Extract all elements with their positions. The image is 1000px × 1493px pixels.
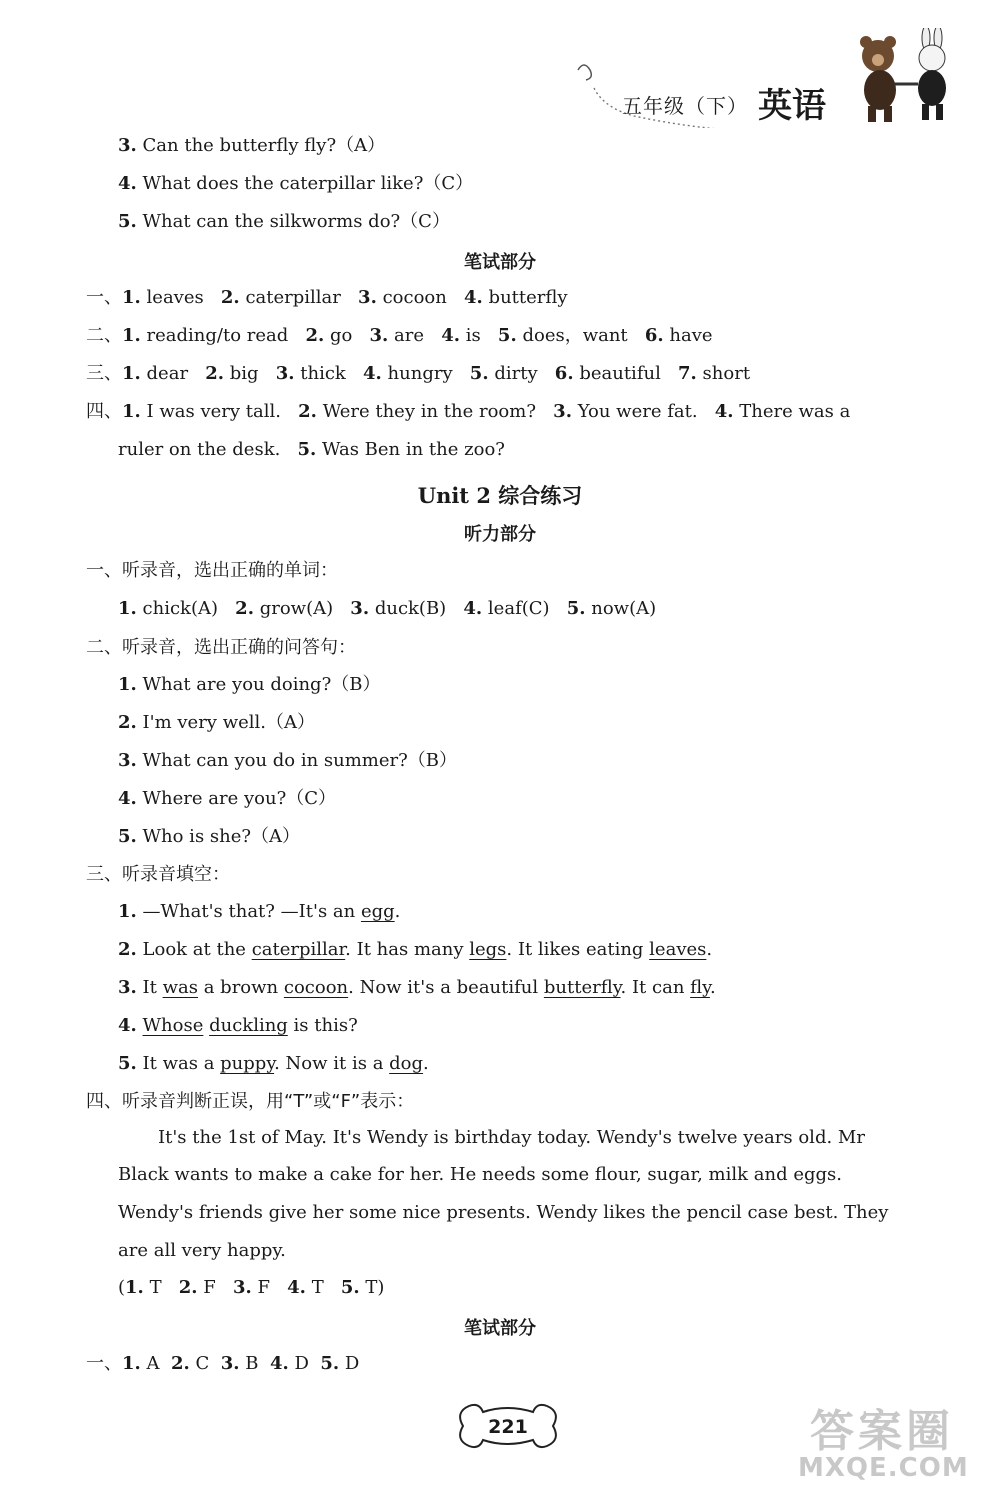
fill-line-4: 4. Whose duckling is this? bbox=[118, 1015, 358, 1036]
answer-line: 4. What does the caterpillar like?（C） bbox=[118, 173, 474, 194]
filled-blank: butterfly bbox=[543, 977, 621, 998]
fill-line-1: 1. —What's that? —It's an egg. bbox=[118, 901, 401, 922]
answer-line: 5. Who is she?（A） bbox=[118, 826, 301, 847]
watermark-logo: 答案圈 bbox=[810, 1406, 954, 1457]
answer-line: 1. What are you doing?（B） bbox=[118, 674, 381, 695]
fill-line-5: 5. It was a puppy. Now it is a dog. bbox=[118, 1053, 429, 1074]
subject-title: 英语 bbox=[758, 86, 826, 126]
passage-line: Black wants to make a cake for her. He needs some flour, sugar, milk and eggs. bbox=[118, 1164, 842, 1185]
listening-heading-3: 三、听录音填空： bbox=[86, 864, 230, 885]
passage-line: are all very happy. bbox=[118, 1240, 286, 1261]
true-false-answers: (1. T 2. F 3. F 4. T 5. T) bbox=[118, 1277, 385, 1298]
filled-blank: puppy bbox=[220, 1053, 275, 1074]
page-header bbox=[560, 28, 980, 128]
written-row-1: 一、1. A 2. C 3. B 4. D 5. D bbox=[86, 1353, 360, 1374]
written-row-2: 二、1. reading/to read 2. go 3. are 4. is 5. does，want 6. have bbox=[86, 325, 713, 346]
filled-blank: Whose bbox=[142, 1015, 204, 1036]
section-title-written: 笔试部分 bbox=[464, 252, 536, 273]
page-number-badge bbox=[453, 1396, 563, 1456]
page-number: 221 bbox=[488, 1416, 528, 1438]
filled-blank: legs bbox=[469, 939, 507, 960]
answer-line: 3. What can you do in summer?（B） bbox=[118, 750, 458, 771]
section-title-listening: 听力部分 bbox=[464, 524, 536, 545]
listening-heading-1: 一、听录音，选出正确的单词： bbox=[86, 560, 338, 581]
written-row-4: 四、1. I was very tall. 2. Were they in the room? 3. You were fat. 4. There was a bbox=[86, 401, 851, 422]
written-row-3: 三、1. dear 2. big 3. thick 4. hungry 5. dirty 6. beautiful 7. short bbox=[86, 363, 751, 384]
fill-line-3: 3. It was a brown cocoon. Now it's a beautiful butterfly. It can fly. bbox=[118, 977, 716, 998]
filled-blank: egg bbox=[360, 901, 395, 922]
filled-blank: caterpillar bbox=[251, 939, 346, 960]
filled-blank: fly bbox=[690, 977, 710, 998]
listening-heading-2: 二、听录音，选出正确的问答句： bbox=[86, 637, 356, 658]
fill-line-2: 2. Look at the caterpillar. It has many legs. It likes eating leaves. bbox=[118, 939, 713, 960]
filled-blank: duckling bbox=[209, 1015, 288, 1036]
answer-line: 3. Can the butterfly fly?（A） bbox=[118, 135, 386, 156]
filled-blank: leaves bbox=[649, 939, 707, 960]
passage-line: It's the 1st of May. It's Wendy is birthday today. Wendy's twelve years old. Mr bbox=[158, 1127, 865, 1148]
filled-blank: dog bbox=[389, 1053, 424, 1074]
answer-line: 2. I'm very well.（A） bbox=[118, 712, 315, 733]
unit-title: Unit 2 综合练习 bbox=[417, 483, 583, 508]
grade-label: 五年级（下） bbox=[622, 94, 748, 118]
teddy-bear-and-bunny-icon bbox=[848, 28, 958, 128]
answer-line: 4. Where are you?（C） bbox=[118, 788, 336, 809]
filled-blank: cocoon bbox=[283, 977, 349, 998]
passage-line: Wendy's friends give her some nice presents. Wendy likes the pencil case best. They bbox=[118, 1202, 889, 1223]
watermark-url: MXQE.COM bbox=[798, 1453, 969, 1483]
filled-blank: was bbox=[162, 977, 198, 998]
listening-heading-4: 四、听录音判断正误，用“T”或“F”表示： bbox=[86, 1091, 415, 1112]
written-row-4-cont: ruler on the desk. 5. Was Ben in the zoo? bbox=[118, 439, 505, 460]
written-row-1: 一、1. leaves 2. caterpillar 3. cocoon 4. butterfly bbox=[86, 287, 568, 308]
listening-answers-1: 1. chick(A) 2. grow(A) 3. duck(B) 4. leaf(C) 5. now(A) bbox=[118, 598, 657, 619]
section-title-written: 笔试部分 bbox=[464, 1318, 536, 1339]
watermark bbox=[790, 1395, 990, 1490]
answer-line: 5. What can the silkworms do?（C） bbox=[118, 211, 450, 232]
